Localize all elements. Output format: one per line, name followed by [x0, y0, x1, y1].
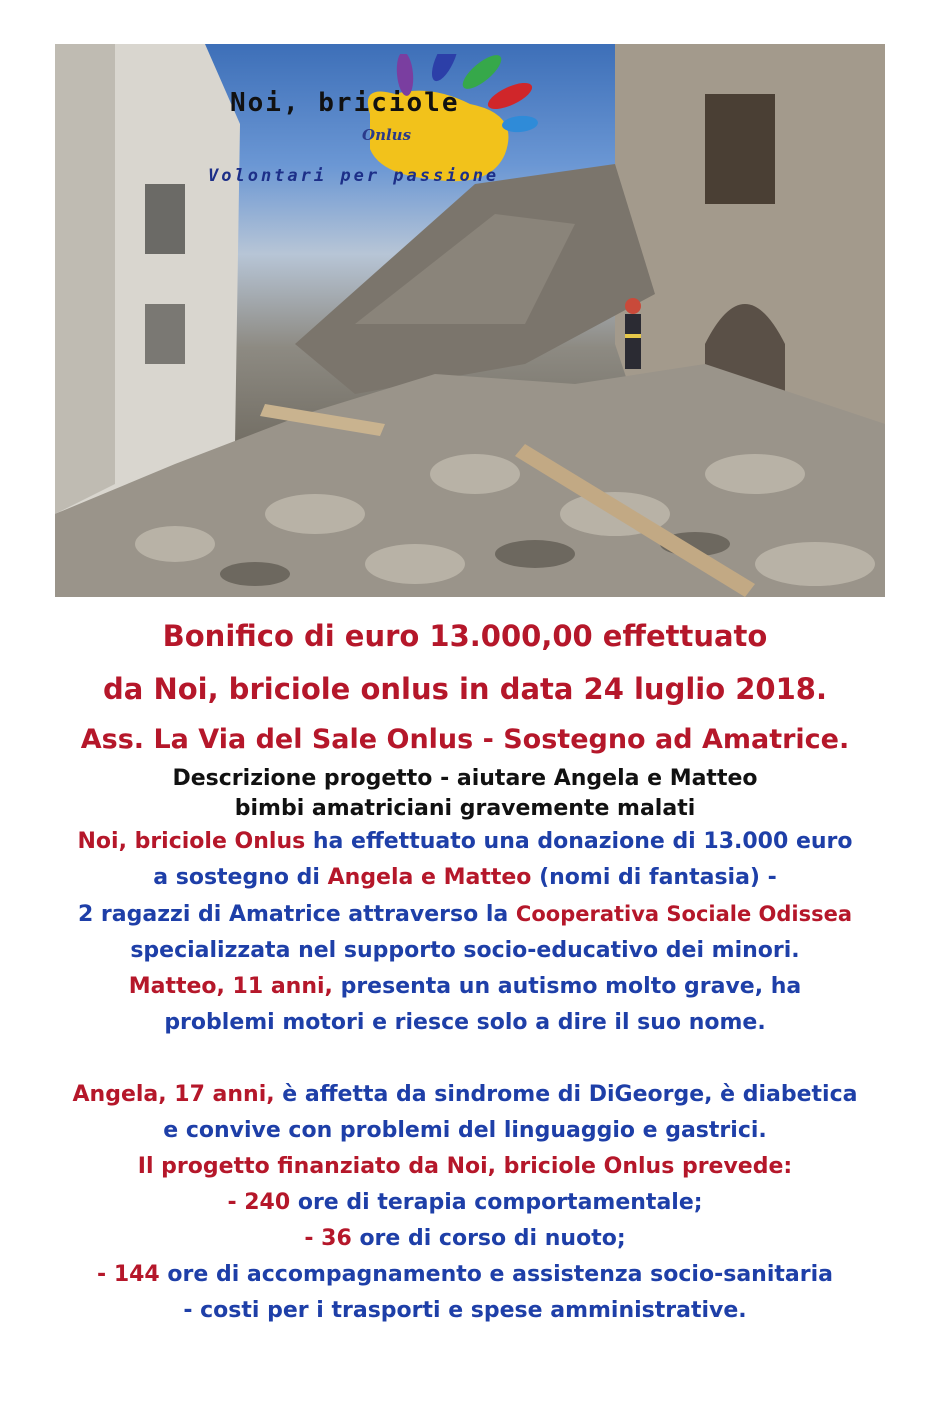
- body-line-4: specializzata nel supporto socio-educativo dei minori.: [130, 938, 800, 963]
- support-text: a sostegno di: [153, 865, 320, 890]
- therapy-hours: - 240: [227, 1190, 291, 1215]
- paragraph-gap: [0, 1041, 930, 1077]
- body-line-5: [0, 969, 930, 1005]
- angela-condition: è affetta da sindrome di DiGeorge, è diabetica: [282, 1082, 858, 1107]
- swim-hours: - 36: [304, 1226, 352, 1251]
- donation-text: ha effettuato una donazione di 13.000 euro: [312, 829, 853, 854]
- fantasy-names-note: (nomi di fantasia) -: [539, 865, 777, 890]
- headline-line-1: Bonifico di euro 13.000,00 effettuato: [162, 619, 768, 653]
- headline-line-2: [0, 663, 930, 716]
- headline-date: data 24 luglio 2018.: [499, 672, 827, 706]
- body-line-8: e convive con problemi del linguaggio e gastrici.: [163, 1118, 767, 1143]
- body-line-3: [0, 896, 930, 933]
- body-line-2: [0, 860, 930, 896]
- cooperative-name: Cooperativa Sociale Odissea: [515, 902, 853, 926]
- amatrice-text: 2 ragazzi di Amatrice attraverso la: [77, 902, 509, 927]
- logo-tagline: Volontari per passione: [208, 166, 500, 186]
- assistance-hours: - 144: [97, 1262, 160, 1287]
- headline-line-3: Ass. La Via del Sale Onlus - Sostegno ad Amatrice.: [80, 724, 850, 755]
- noi-briciole-logo: [208, 54, 580, 204]
- logo-name: Noi, briciole: [230, 88, 460, 118]
- announcement-text: [0, 610, 930, 1329]
- logo-onlus: Onlus: [362, 126, 412, 144]
- body-line-7: [0, 1077, 930, 1113]
- headline-org: da Noi, briciole onlus: [103, 672, 449, 706]
- body-line-1: [0, 824, 930, 860]
- body-line-12: [0, 1257, 930, 1293]
- earthquake-photo: [55, 44, 885, 597]
- body-line-11: [0, 1221, 930, 1257]
- assistance-text: ore di accompagnamento e assistenza socio-sanitaria: [167, 1262, 833, 1287]
- swim-text: ore di corso di nuoto;: [359, 1226, 626, 1251]
- body-line-13: - costi per i trasporti e spese amministrative.: [183, 1298, 747, 1323]
- headline-in: in: [458, 672, 490, 706]
- matteo-age: Matteo, 11 anni,: [128, 974, 333, 999]
- body-line-6: problemi motori e riesce solo a dire il suo nome.: [164, 1010, 766, 1035]
- org-name: Noi, briciole Onlus: [77, 829, 306, 854]
- description-line-2: bimbi amatriciani gravemente malati: [234, 796, 696, 821]
- description-line-1: Descrizione progetto - aiutare Angela e Matteo: [172, 766, 758, 791]
- therapy-text: ore di terapia comportamentale;: [297, 1190, 703, 1215]
- children-names: Angela e Matteo: [327, 865, 532, 890]
- angela-age: Angela, 17 anni,: [72, 1082, 275, 1107]
- matteo-condition: presenta un autismo molto grave, ha: [340, 974, 802, 999]
- body-line-10: [0, 1185, 930, 1221]
- body-line-9: Il progetto finanziato da Noi, briciole Onlus prevede:: [137, 1154, 793, 1179]
